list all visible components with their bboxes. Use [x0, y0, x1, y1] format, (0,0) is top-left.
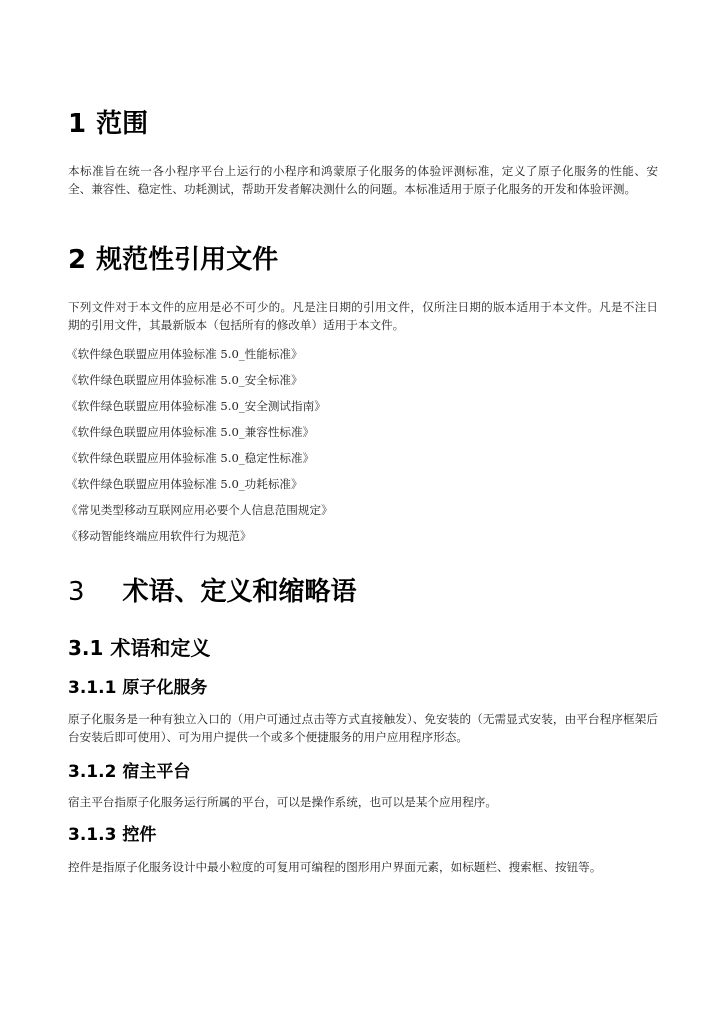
term-3-1-3-body: 控件是指原子化服务设计中最小粒度的可复用可编程的图形用户界面元素，如标题栏、搜索框、按钮等。 — [68, 860, 602, 874]
reference-item: 《软件绿色联盟应用体验标准 5.0_安全测试指南》 — [66, 399, 326, 413]
section-3-number: 3 — [68, 577, 85, 607]
reference-item: 《软件绿色联盟应用体验标准 5.0_性能标准》 — [66, 347, 303, 361]
section-2-title: 规范性引用文件 — [96, 245, 279, 275]
section-3-heading — [68, 576, 357, 608]
term-3-1-1-body: 原子化服务是一种有独立入口的（用户可通过点击等方式直接触发）、免安装的（无需显式安装，由平台程序框架后台安装后即可使用）、可为用户提供一个或多个便捷服务的用户应用程序形态。 — [68, 712, 658, 744]
term-3-1-3-heading: 3.1.3 控件 — [68, 825, 157, 845]
section-3-title: 术语、定义和缩略语 — [122, 577, 357, 607]
section-1-heading — [68, 108, 148, 140]
section-2-number: 2 — [68, 245, 87, 275]
reference-item: 《移动智能终端应用软件行为规范》 — [66, 529, 252, 543]
term-3-1-2-body: 宿主平台指原子化服务运行所属的平台，可以是操作系统，也可以是某个应用程序。 — [68, 795, 497, 809]
section-1-body: 本标准旨在统一各小程序平台上运行的小程序和鸿蒙原子化服务的体验评测标准，定义了原子化服务的性能、安全、兼容性、稳定性、功耗测试，帮助开发者解决测什么的问题。本标准适用于原子化服务的开发和体验评测。 — [68, 164, 658, 196]
subsection-3-1-heading: 3.1 术语和定义 — [68, 636, 211, 660]
section-2-body: 下列文件对于本文件的应用是必不可少的。凡是注日期的引用文件，仅所注日期的版本适用于本文件。凡是不注日期的引用文件，其最新版本（包括所有的修改单）适用于本文件。 — [68, 300, 658, 332]
term-3-1-1-heading: 3.1.1 原子化服务 — [68, 678, 208, 698]
reference-item: 《常见类型移动互联网应用必要个人信息范围规定》 — [66, 503, 333, 517]
section-1-number: 1 — [68, 109, 87, 139]
section-1-title: 范围 — [96, 109, 149, 139]
reference-item: 《软件绿色联盟应用体验标准 5.0_功耗标准》 — [66, 477, 303, 491]
reference-item: 《软件绿色联盟应用体验标准 5.0_稳定性标准》 — [66, 451, 315, 465]
reference-item: 《软件绿色联盟应用体验标准 5.0_安全标准》 — [66, 373, 303, 387]
term-3-1-2-heading: 3.1.2 宿主平台 — [68, 762, 191, 782]
section-2-heading — [68, 244, 278, 276]
reference-item: 《软件绿色联盟应用体验标准 5.0_兼容性标准》 — [66, 425, 315, 439]
